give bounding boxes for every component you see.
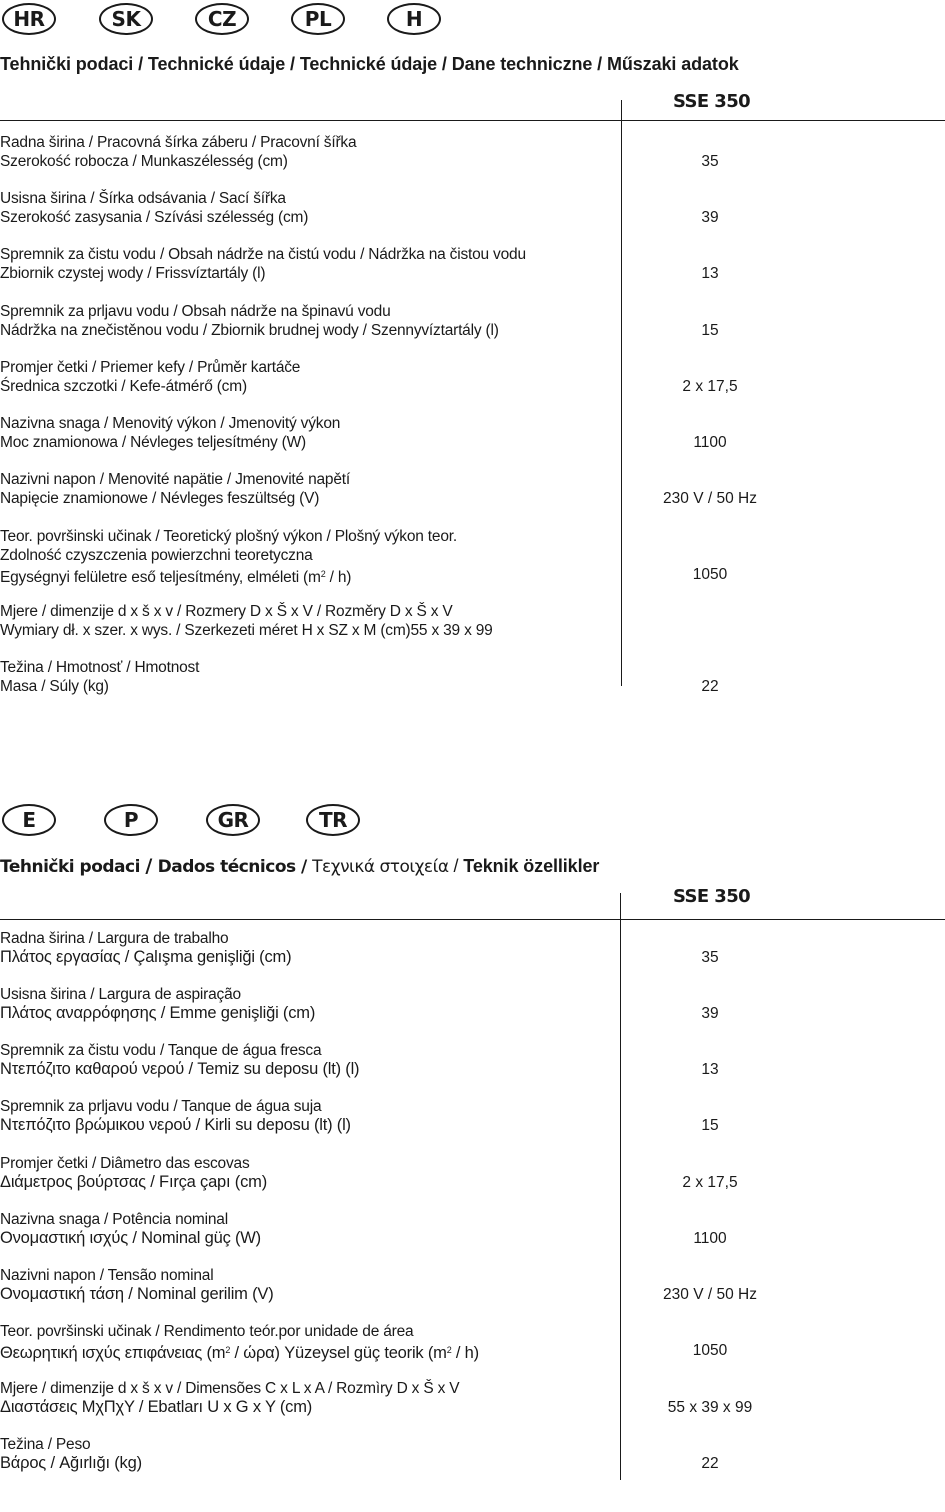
spec-label: Promjer četki / Priemer kefy / Průměr kartáče Średnica szczotki / Kefe-átmérő (cm) — [0, 359, 301, 395]
spec-label: Nazivna snaga / Menovitý výkon / Jmenovitý výkon Moc znamionowa / Névleges teljesítmény (W) — [0, 415, 341, 451]
spec-value: 1050 — [692, 566, 728, 583]
spec-value: 55 x 39 x 99 — [667, 1399, 753, 1416]
spec-label: Spremnik za prljavu vodu / Obsah nádrže na špinavú vodu Nádržka na znečistěnou vodu / Zbiornik brudnej wody / Szennyvíztartály (l) — [0, 303, 499, 339]
model-header: SSE 350 — [673, 91, 751, 112]
spec-value: 15 — [701, 1117, 719, 1134]
spec-value: 1100 — [693, 1230, 727, 1247]
spec-label: Nazivna snaga / Potência nominal Ονομαστική ισχύς / Nominal güç (W) — [0, 1211, 261, 1247]
spec-label: Radna širina / Largura de trabalho Πλάτος εργασίας / Çalışma genişliği (cm) — [0, 930, 292, 966]
spec-value: 230 V / 50 Hz — [663, 1286, 757, 1303]
spec-label: Mjere / dimenzije d x š x v / Rozmery D x Š x V / Rozměry D x Š x V Wymiary dł. x szer. x wys. / Szerkezeti méret H x SZ x M (cm)55 x 39 x 99 — [0, 603, 493, 639]
spec-label: Težina / Peso Βάρος / Ağırlığı (kg) — [0, 1436, 142, 1472]
spec-label: Nazivni napon / Menovité napätie / Jmenovité napětí Napięcie znamionowe / Névleges feszültség (V) — [0, 471, 350, 507]
spec-value: 35 — [701, 153, 719, 170]
spec-label: Spremnik za prljavu vodu / Tanque de água suja Ντεπόζιτο βρώμικου νερού / Kirli su deposu (lt) (l) — [0, 1098, 351, 1134]
language-badge-hr: HR — [2, 3, 56, 35]
language-badge-pl: PL — [291, 3, 345, 35]
language-badge-sk: SK — [99, 3, 153, 35]
spec-value: 1100 — [693, 434, 727, 451]
section-title: Tehnički podaci / Dados técnicos / Τεχνικά στοιχεία / Teknik özellikler — [0, 855, 600, 877]
header-divider — [0, 919, 945, 920]
language-badge-h: H — [387, 3, 441, 35]
spec-label: Usisna širina / Largura de aspiração Πλάτος αναρρόφησης / Emme genişliği (cm) — [0, 986, 316, 1022]
language-badge-gr: GR — [206, 804, 260, 836]
spec-value: 39 — [701, 1005, 719, 1022]
spec-value: 55 x 39 x 99 — [410, 622, 493, 639]
spec-label: Teor. površinski učinak / Rendimento teór.por unidade de área Θεωρητική ισχύς επιφάνειας $(m^2 / ώ\rho\alpha)$ Yüzeysel güç teorik $(m^2 / h)$ — [0, 1323, 479, 1362]
spec-value: 2 x 17,5 — [682, 1174, 738, 1191]
spec-value: 22 — [701, 1455, 719, 1472]
header-divider — [0, 120, 945, 121]
spec-value: 13 — [701, 265, 719, 282]
spec-label: Nazivni napon / Tensão nominal Ονομαστική τάση / Nominal gerilim (V) — [0, 1267, 274, 1303]
language-badge-e: E — [2, 804, 56, 836]
language-badge-p: P — [104, 804, 158, 836]
spec-label: Spremnik za čistu vodu / Obsah nádrže na čistú vodu / Nádržka na čistou vodu Zbiornik czystej wody / Frissvíztartály (l) — [0, 246, 526, 282]
section-title: Tehnički podaci / Technické údaje / Technické údaje / Dane techniczne / Műszaki adatok — [0, 54, 739, 74]
spec-label: Težina / Hmotnosť / Hmotnost Masa / Súly (kg) — [0, 659, 200, 695]
spec-value: 39 — [701, 209, 719, 226]
spec-value: 2 x 17,5 — [682, 378, 738, 395]
spec-label: Promjer četki / Diâmetro das escovas Διάμετρος βούρτσας / Fırça çapı (cm) — [0, 1155, 267, 1191]
spec-value: 22 — [701, 678, 719, 695]
spec-label: Radna širina / Pracovná šírka záberu / Pracovní šířka Szerokość robocza / Munkaszélesség (cm) — [0, 134, 357, 170]
language-badge-cz: CZ — [195, 3, 249, 35]
spec-value: 230 V / 50 Hz — [663, 490, 757, 507]
spec-label: Usisna širina / Šírka odsávania / Sací šířka Szerokość zasysania / Szívási szélesség (cm) — [0, 190, 309, 226]
spec-value: 15 — [701, 322, 719, 339]
spec-label: Spremnik za čistu vodu / Tanque de água fresca Ντεπόζιτο καθαρού νερού / Temiz su deposu (lt) (l) — [0, 1042, 360, 1078]
spec-label: Teor. površinski učinak / Teoretický plošný výkon / Plošný výkon teor. Zdolność czyszczenia powierzchni teoretyczna Egységnyi felületre eső teljesítmény, elméleti $(m^2 / h)$ — [0, 528, 457, 586]
language-badges — [0, 804, 945, 838]
language-badge-tr: TR — [306, 804, 360, 836]
model-header: SSE 350 — [673, 886, 751, 907]
spec-value: 35 — [701, 949, 719, 966]
language-badges — [0, 3, 945, 37]
spec-value: 13 — [701, 1061, 719, 1078]
spec-value: 1050 — [692, 1342, 728, 1359]
spec-label: Mjere / dimenzije d x š x v / Dimensões C x L x A / Rozmìry D x Š x V Διαστάσεις ΜχΠχΥ / Ebatları U x G x Y (cm) — [0, 1380, 460, 1416]
